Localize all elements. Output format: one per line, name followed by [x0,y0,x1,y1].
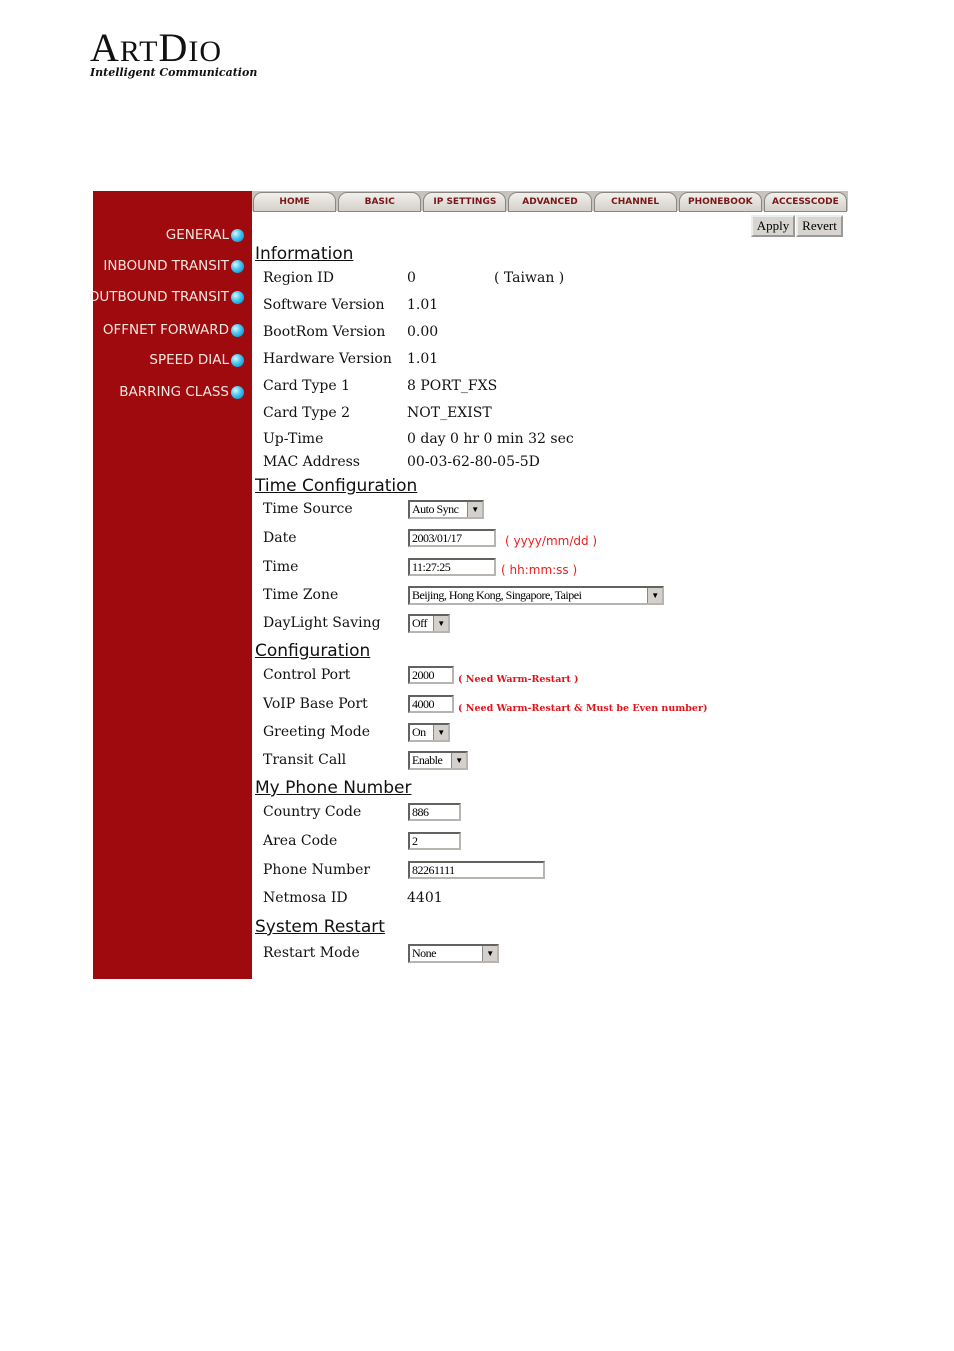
dropdown-arrow-icon: ▼ [433,616,448,631]
dropdown-arrow-icon: ▼ [647,588,662,603]
section-information-title: Information [255,244,354,264]
date-input[interactable]: 2003/01/17 [408,529,496,547]
tab-phonebook[interactable]: PHONEBOOK [679,192,762,212]
sidebar-item-outbound-transit[interactable] [89,289,244,305]
time-label: Time [263,559,299,575]
card-type-1-value: 8 PORT_FXS [407,378,498,394]
sidebar-item-offnet-forward[interactable] [103,322,244,338]
control-port-label: Control Port [263,667,351,683]
sidebar-item-speed-dial[interactable] [149,352,244,368]
uptime-label: Up-Time [263,431,324,447]
sidebar-item-label: OFFNET FORWARD [102,322,229,338]
daylight-saving-label: DayLight Saving [263,615,381,631]
revert-button[interactable]: Revert [796,215,843,237]
bullet-icon [231,291,244,304]
sidebar-item-label: INBOUND TRANSIT [103,258,229,274]
sidebar-item-barring-class[interactable] [119,384,244,400]
voip-base-port-hint: ( Need Warm-Restart & Must be Even number) [458,703,708,714]
greeting-mode-selected: On [412,725,426,739]
software-version-value: 1.01 [407,297,439,313]
bullet-icon [231,386,244,399]
bootrom-version-value: 0.00 [407,324,439,340]
greeting-mode-label: Greeting Mode [263,724,370,740]
artdio-logo [90,25,258,84]
dropdown-arrow-icon: ▼ [433,725,448,740]
time-source-select[interactable] [408,500,484,519]
tab-accesscode[interactable]: ACCESSCODE [764,192,847,212]
restart-mode-selected: None [412,946,436,960]
mac-address-value: 00-03-62-80-05-5D [407,454,540,470]
area-code-label: Area Code [263,833,338,849]
apply-button[interactable]: Apply [751,215,795,237]
dropdown-arrow-icon: ▼ [451,753,466,768]
date-label: Date [263,530,297,546]
sidebar-item-inbound-transit[interactable] [103,258,244,274]
time-source-selected: Auto Sync [412,502,459,516]
tab-channel[interactable]: CHANNEL [594,192,677,212]
country-code-label: Country Code [263,804,362,820]
restart-mode-label: Restart Mode [263,945,360,961]
bullet-icon [231,354,244,367]
date-format-hint: ( yyyy/mm/dd ) [505,534,598,548]
tab-advanced[interactable]: ADVANCED [508,192,591,212]
control-port-input[interactable]: 2000 [408,666,454,684]
country-code-input[interactable]: 886 [408,803,461,821]
greeting-mode-select[interactable] [408,723,450,742]
netmosa-id-value: 4401 [407,890,443,906]
region-id-value: 0 [407,270,416,286]
card-type-2-label: Card Type 2 [263,405,351,421]
logo-wordmark: ARTDIO [90,25,222,70]
section-time-configuration-title: Time Configuration [255,476,418,496]
mac-address-label: MAC Address [263,454,360,470]
section-my-phone-number-title: My Phone Number [255,778,412,798]
hardware-version-label: Hardware Version [263,351,392,367]
sidebar-item-label: OUTBOUND TRANSIT [88,289,229,305]
dropdown-arrow-icon: ▼ [467,502,482,517]
sidebar-item-label: GENERAL [165,227,229,243]
sidebar-item-general[interactable] [166,227,244,243]
bullet-icon [231,324,244,337]
tab-home[interactable]: HOME [253,192,336,212]
software-version-label: Software Version [263,297,385,313]
time-zone-label: Time Zone [263,587,339,603]
time-format-hint: ( hh:mm:ss ) [501,563,578,577]
region-id-label: Region ID [263,270,334,286]
tab-ip-settings[interactable]: IP SETTINGS [423,192,506,212]
top-tabs [252,191,848,211]
daylight-saving-selected: Off [412,616,427,630]
bootrom-version-label: BootRom Version [263,324,386,340]
transit-call-label: Transit Call [263,752,347,768]
sidebar-item-label: SPEED DIAL [149,352,229,368]
voip-base-port-input[interactable]: 4000 [408,695,454,713]
netmosa-id-label: Netmosa ID [263,890,348,906]
time-input[interactable]: 11:27:25 [408,558,496,576]
section-configuration-title: Configuration [255,641,371,661]
area-code-input[interactable]: 2 [408,832,461,850]
section-system-restart-title: System Restart [255,917,385,937]
time-zone-select[interactable] [408,586,664,605]
time-zone-selected: Beijing, Hong Kong, Singapore, Taipei [412,588,582,602]
card-type-2-value: NOT_EXIST [407,405,492,421]
bullet-icon [231,229,244,242]
logo-tagline: Intelligent Communication [90,66,258,79]
control-port-hint: ( Need Warm-Restart ) [458,674,579,685]
card-type-1-label: Card Type 1 [263,378,351,394]
daylight-saving-select[interactable] [408,614,450,633]
dropdown-arrow-icon: ▼ [482,946,497,961]
time-source-label: Time Source [263,501,353,517]
sidebar-item-label: BARRING CLASS [119,384,229,400]
hardware-version-value: 1.01 [407,351,439,367]
transit-call-selected: Enable [412,753,443,767]
sidebar [88,191,252,979]
tab-basic[interactable]: BASIC [338,192,421,212]
bullet-icon [231,260,244,273]
phone-number-input[interactable]: 82261111 [408,861,545,879]
phone-number-label: Phone Number [263,862,371,878]
transit-call-select[interactable] [408,751,468,770]
uptime-value: 0 day 0 hr 0 min 32 sec [407,431,574,447]
restart-mode-select[interactable] [408,944,499,963]
region-name: ( Taiwan ) [494,270,565,286]
voip-base-port-label: VoIP Base Port [263,696,368,712]
